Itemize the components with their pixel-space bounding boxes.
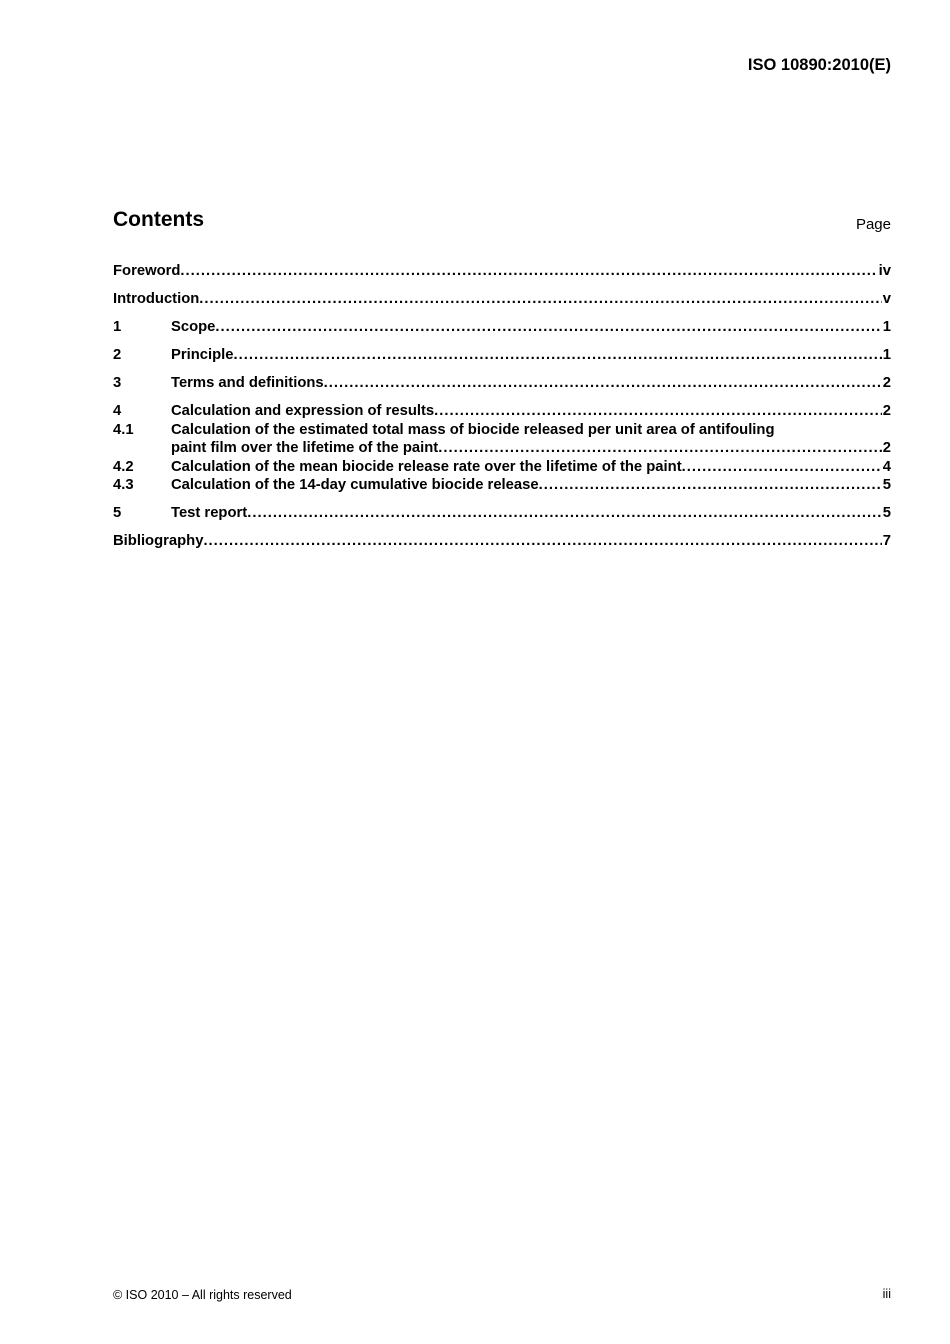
toc-page: 7 xyxy=(882,533,891,549)
toc-title: Bibliography xyxy=(113,533,204,549)
toc-title: Test report xyxy=(171,505,248,521)
toc-number: 4.1 xyxy=(113,421,134,438)
page-number: iii xyxy=(882,1287,891,1301)
toc-entry-14-day-cumulative-release[interactable] xyxy=(113,476,891,495)
dot-leader xyxy=(234,346,882,365)
toc-title: Foreword xyxy=(113,263,181,279)
page-column-label: Page xyxy=(855,216,891,233)
toc-entry-total-mass-calculation[interactable] xyxy=(113,421,891,458)
dot-leader xyxy=(180,262,877,281)
toc-title: Terms and definitions xyxy=(171,375,324,391)
toc-title: Introduction xyxy=(113,291,200,307)
toc-page: 2 xyxy=(882,375,891,391)
dot-leader xyxy=(324,374,882,393)
dot-leader xyxy=(247,504,882,523)
toc-title: Scope xyxy=(171,319,216,335)
dot-leader xyxy=(434,402,882,421)
toc-entry-mean-release-rate[interactable] xyxy=(113,458,891,477)
dot-leader xyxy=(539,476,882,495)
toc-page: v xyxy=(882,291,891,307)
table-of-contents xyxy=(113,262,891,551)
toc-entry-bibliography[interactable] xyxy=(113,532,891,551)
toc-page: 4 xyxy=(882,458,891,475)
toc-entry-terms-and-definitions[interactable] xyxy=(113,374,891,393)
dot-leader xyxy=(199,290,881,309)
toc-title-line-2: paint film over the lifetime of the paint xyxy=(171,440,439,456)
document-id: ISO 10890:2010(E) xyxy=(747,56,891,74)
toc-number: 2 xyxy=(113,347,122,363)
toc-title: Calculation and expression of results xyxy=(171,403,435,419)
toc-number: 4 xyxy=(113,403,122,419)
dot-leader xyxy=(215,318,881,337)
toc-page: 5 xyxy=(882,477,891,493)
toc-number: 3 xyxy=(113,375,122,391)
toc-page: 2 xyxy=(882,403,891,419)
toc-number: 5 xyxy=(113,505,122,521)
toc-page: 1 xyxy=(882,347,891,363)
toc-page: iv xyxy=(878,263,891,279)
toc-entry-test-report[interactable] xyxy=(113,504,891,523)
toc-page: 1 xyxy=(882,319,891,335)
toc-title: Calculation of the mean biocide release rate over the lifetime of the paint xyxy=(171,458,682,475)
toc-number: 4.3 xyxy=(113,477,134,493)
toc-entry-foreword[interactable] xyxy=(113,262,891,281)
toc-entry-scope[interactable] xyxy=(113,318,891,337)
dot-leader xyxy=(203,532,881,551)
toc-title: Calculation of the 14-day cumulative biocide release xyxy=(171,477,539,493)
dot-leader xyxy=(438,439,882,458)
toc-entry-principle[interactable] xyxy=(113,346,891,365)
toc-entry-introduction[interactable] xyxy=(113,290,891,309)
contents-title: Contents xyxy=(113,208,204,231)
copyright-notice: © ISO 2010 – All rights reserved xyxy=(113,1288,292,1302)
toc-entry-calculation-and-expression[interactable] xyxy=(113,402,891,421)
toc-title: Principle xyxy=(171,347,234,363)
toc-page: 2 xyxy=(882,440,891,456)
dot-leader xyxy=(682,458,882,477)
toc-page: 5 xyxy=(882,505,891,521)
toc-title-line-1: Calculation of the estimated total mass of biocide released per unit area of antifouling xyxy=(171,421,775,438)
toc-number: 1 xyxy=(113,319,122,335)
toc-number: 4.2 xyxy=(113,458,134,475)
